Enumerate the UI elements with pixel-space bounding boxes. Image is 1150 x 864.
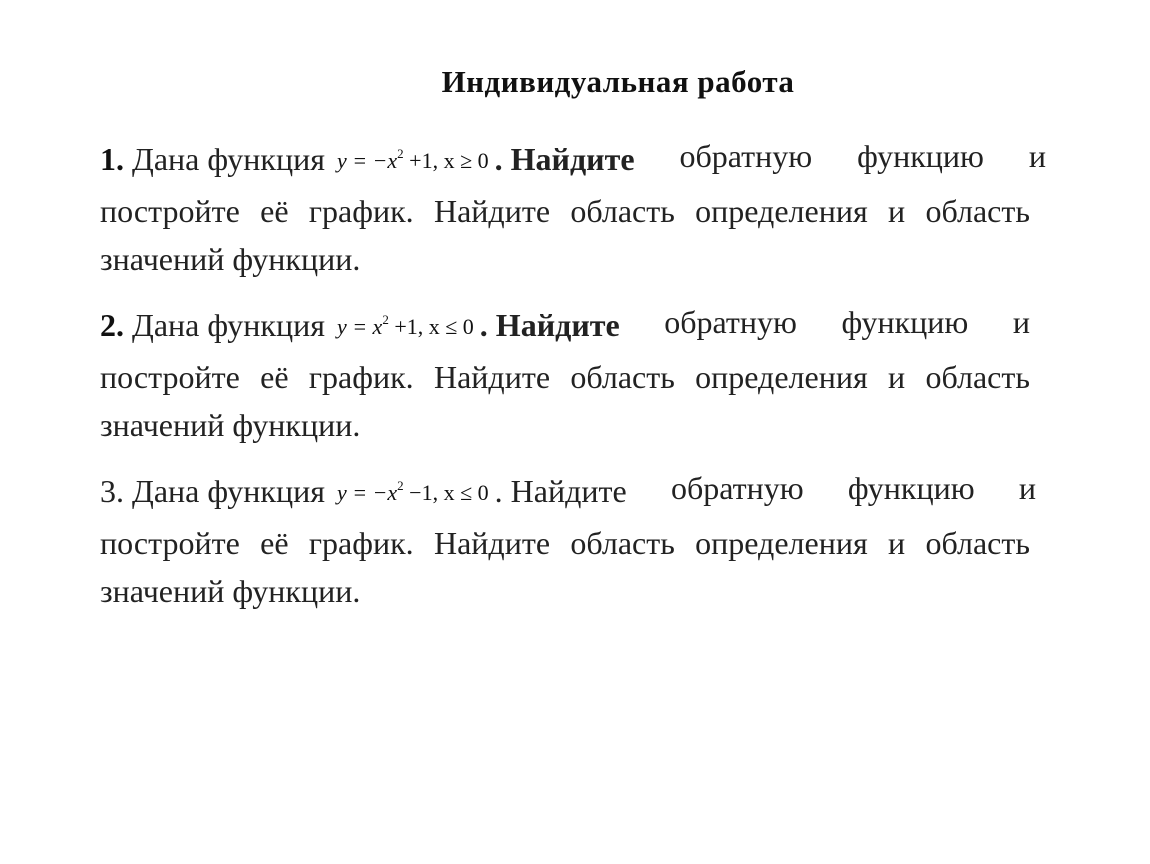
- task-2-tail-word: и: [1012, 304, 1030, 340]
- task-2-line-1: [100, 298, 1030, 353]
- task-2-tail-word: функцию: [841, 304, 969, 340]
- task-2: [100, 298, 1050, 449]
- task-2-formula: $y = x^2 +1$, x ≤ 0: [336, 312, 474, 339]
- word: её: [260, 193, 289, 229]
- task-1-number: 1.: [100, 141, 124, 177]
- word: график.: [308, 525, 414, 561]
- task-1: [100, 132, 1050, 283]
- task-1-tail-word: . Найдите: [494, 141, 635, 177]
- word: область: [570, 525, 675, 561]
- word: область: [570, 359, 675, 395]
- task-3-line-3: значений функции.: [100, 573, 361, 609]
- word: и: [888, 359, 906, 395]
- task-3: [100, 464, 1050, 615]
- task-2-number: 2.: [100, 307, 124, 343]
- word: постройте: [100, 359, 240, 395]
- task-3-line-2: [100, 519, 1030, 567]
- task-2-tail-word: обратную: [664, 304, 797, 340]
- word: и: [888, 193, 906, 229]
- task-1-intro: Дана функция: [132, 141, 325, 177]
- word: определения: [695, 525, 868, 561]
- task-3-number: 3.: [100, 473, 124, 509]
- word: область: [925, 359, 1030, 395]
- word: Найдите: [433, 525, 551, 561]
- task-1-line-1: [100, 132, 1046, 187]
- word: определения: [695, 193, 868, 229]
- task-2-line-2: [100, 353, 1030, 401]
- task-3-intro: Дана функция: [132, 473, 325, 509]
- word: и: [888, 525, 906, 561]
- word: график.: [308, 359, 414, 395]
- word: область: [925, 193, 1030, 229]
- word: постройте: [100, 525, 240, 561]
- task-3-line-1: [100, 464, 1036, 519]
- word: её: [260, 359, 289, 395]
- task-2-tail-word: . Найдите: [479, 307, 620, 343]
- task-1-formula: $y = -x^2 +1$, x ≥ 0: [336, 146, 489, 173]
- page-title: Индивидуальная работа: [441, 64, 795, 99]
- word: её: [260, 525, 289, 561]
- task-2-intro: Дана функция: [132, 307, 325, 343]
- task-2-line-3: значений функции.: [100, 407, 361, 443]
- task-3-formula: $y = -x^2 -1$, x ≤ 0: [336, 478, 489, 505]
- task-3-tail-word: и: [1018, 470, 1036, 506]
- task-1-tail-word: функцию: [857, 138, 984, 174]
- task-1-tail-word: и: [1028, 138, 1046, 174]
- task-3-tail-word: функцию: [847, 470, 975, 506]
- task-3-tail-word: обратную: [670, 470, 804, 506]
- word: постройте: [100, 193, 240, 229]
- word: определения: [695, 359, 868, 395]
- task-3-tail-word: . Найдите: [494, 473, 627, 509]
- word: область: [570, 193, 675, 229]
- task-1-line-2: [100, 187, 1030, 235]
- word: график.: [308, 193, 414, 229]
- task-1-tail-word: обратную: [679, 138, 813, 174]
- task-1-line-3: значений функции.: [100, 241, 361, 277]
- word: Найдите: [433, 193, 551, 229]
- word: Найдите: [433, 359, 551, 395]
- word: область: [925, 525, 1030, 561]
